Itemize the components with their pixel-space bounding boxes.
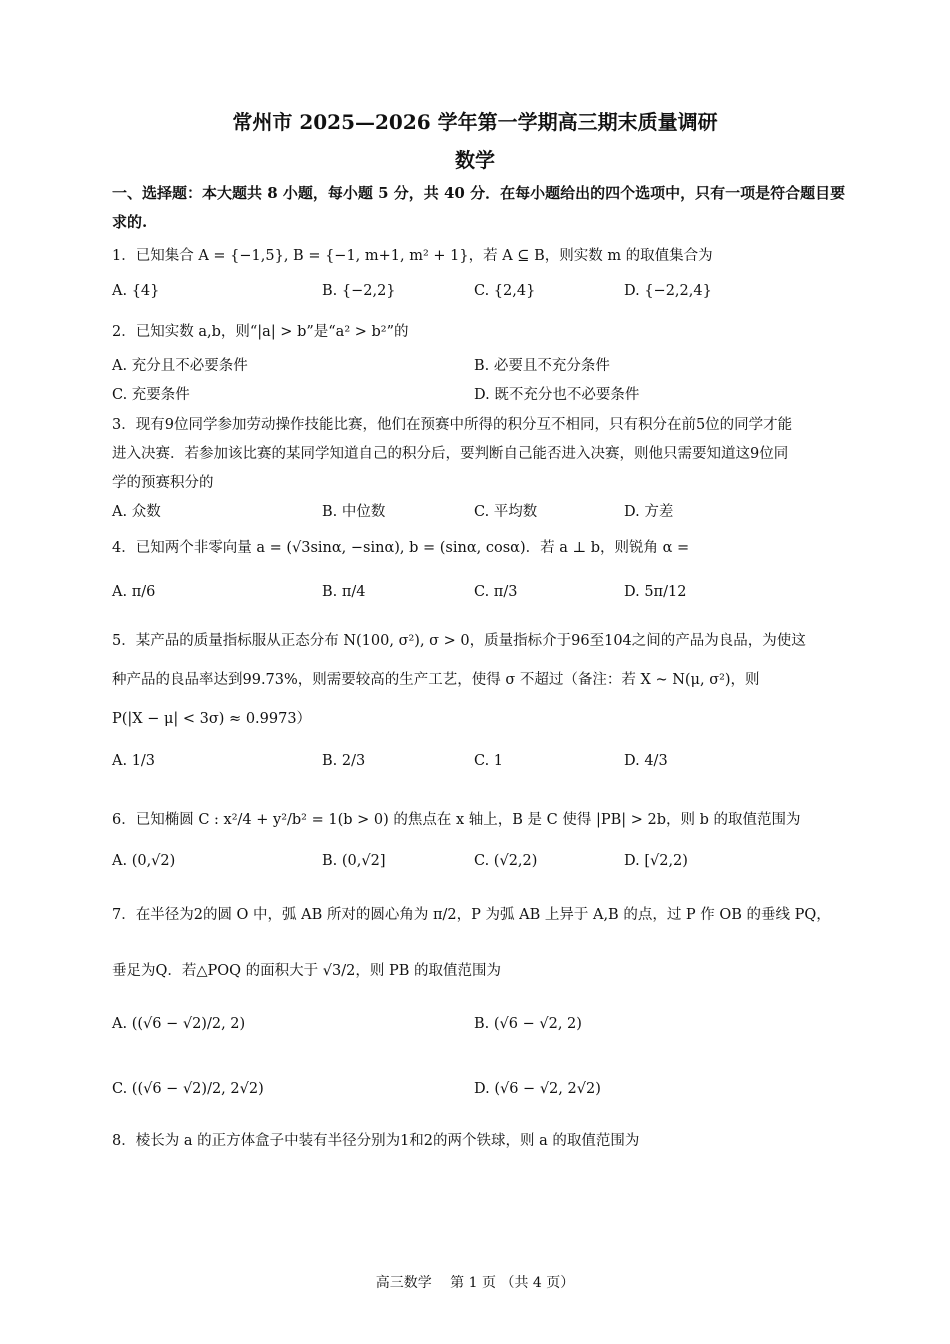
question-2-stem: 2．已知实数 a,b，则“|a| > b”是“a² > b²”的 [112, 324, 409, 340]
question-6-option-a: A. (0,√2) [112, 853, 176, 869]
question-2-option-c: C. 充要条件 [112, 387, 190, 403]
question-2-option-b: B. 必要且不充分条件 [474, 358, 610, 374]
question-1-option-a: A. {4} [112, 283, 160, 299]
question-5-line1: 5．某产品的质量指标服从正态分布 N(100, σ²), σ > 0，质量指标介于96至104之间的产品为良品，为使这 [112, 633, 806, 649]
question-5-option-b: B. 2/3 [322, 753, 366, 769]
question-1-option-b: B. {−2,2} [322, 283, 396, 299]
question-3-option-c: C. 平均数 [474, 504, 538, 520]
question-4-option-a: A. π/6 [112, 584, 156, 600]
question-1-option-d: D. {−2,2,4} [624, 283, 712, 299]
question-5-option-a: A. 1/3 [112, 753, 156, 769]
question-5-line3: P(|X − μ| < 3σ) ≈ 0.9973） [112, 711, 312, 727]
section-heading-line1: 一、选择题：本大题共 8 小题，每小题 5 分，共 40 分．在每小题给出的四个选项中，只有一项是符合题目要 [112, 184, 846, 202]
question-7-line1: 7．在半径为2的圆 O 中，弧 AB 所对的圆心角为 π/2，P 为弧 AB 上异于 A,B 的点，过 P 作 OB 的垂线 PQ， [112, 907, 831, 923]
question-3-line3: 学的预赛积分的 [112, 475, 214, 491]
question-7-option-b: B. (√6 − √2, 2) [474, 1016, 582, 1032]
question-2-option-a: A. 充分且不必要条件 [112, 358, 248, 374]
question-3-option-b: B. 中位数 [322, 504, 386, 520]
question-7-option-c: C. ((√6 − √2)/2, 2√2) [112, 1081, 264, 1097]
page-footer: 高三数学 第 1 页 （共 4 页） [375, 1275, 575, 1291]
question-1-option-c: C. {2,4} [474, 283, 536, 299]
question-7-option-d: D. (√6 − √2, 2√2) [474, 1081, 601, 1097]
question-3-option-d: D. 方差 [624, 504, 674, 520]
page-title: 常州市 2025—2026 学年第一学期高三期末质量调研 [232, 110, 718, 134]
question-4-stem: 4．已知两个非零向量 a = (√3sinα, −sinα), b = (sinα, cosα)．若 a ⊥ b，则锐角 α = [112, 540, 690, 556]
question-2-option-d: D. 既不充分也不必要条件 [474, 387, 640, 403]
question-7-option-a: A. ((√6 − √2)/2, 2) [112, 1016, 246, 1032]
question-4-option-c: C. π/3 [474, 584, 518, 600]
subject-title: 数学 [455, 148, 495, 172]
question-6-option-c: C. (√2,2) [474, 853, 538, 869]
question-3-line2: 进入决赛．若参加该比赛的某同学知道自己的积分后，要判断自己能否进入决赛，则他只需要知道这9位同 [112, 446, 789, 462]
section-heading-line2: 求的. [112, 213, 148, 231]
question-8-stem: 8．棱长为 a 的正方体盒子中装有半径分别为1和2的两个铁球，则 a 的取值范围为 [112, 1133, 640, 1149]
question-5-option-c: C. 1 [474, 753, 504, 769]
question-3-line1: 3．现有9位同学参加劳动操作技能比赛，他们在预赛中所得的积分互不相同，只有积分在前5位的同学才能 [112, 417, 793, 433]
question-7-line2: 垂足为Q．若△POQ 的面积大于 √3/2，则 PB 的取值范围为 [112, 963, 501, 979]
question-1-stem: 1．已知集合 A = {−1,5}, B = {−1, m+1, m² + 1}，若 A ⊆ B，则实数 m 的取值集合为 [112, 248, 713, 264]
question-6-stem: 6．已知椭圆 C : x²/4 + y²/b² = 1(b > 0) 的焦点在 x 轴上，B 是 C 使得 |PB| > 2b，则 b 的取值范围为 [112, 812, 801, 828]
question-5-option-d: D. 4/3 [624, 753, 668, 769]
question-6-option-b: B. (0,√2] [322, 853, 386, 869]
question-3-option-a: A. 众数 [112, 504, 161, 520]
question-4-option-d: D. 5π/12 [624, 584, 687, 600]
question-5-line2: 种产品的良品率达到99.73%，则需要较高的生产工艺，使得 σ 不超过（备注：若 X ~ N(μ, σ²)，则 [112, 672, 760, 688]
question-4-option-b: B. π/4 [322, 584, 366, 600]
question-6-option-d: D. [√2,2) [624, 853, 688, 869]
